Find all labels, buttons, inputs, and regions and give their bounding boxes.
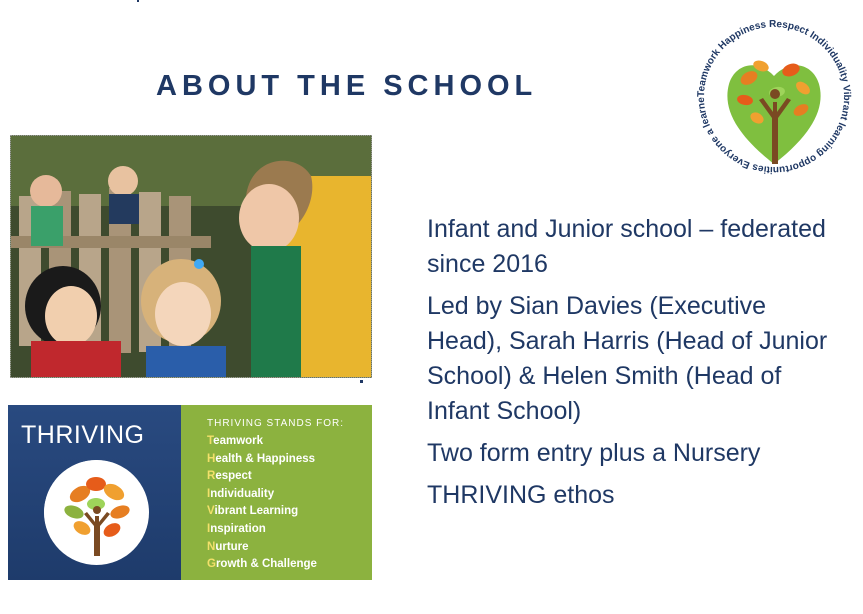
value-item: Respect bbox=[207, 470, 252, 483]
heart-tree-logo-icon bbox=[693, 14, 855, 180]
bullet-item: THRIVING ethos bbox=[427, 481, 615, 509]
decorative-dot bbox=[360, 380, 363, 383]
tree-figure-icon bbox=[44, 460, 149, 565]
bullet-item: Led by Sian Davies (Executive Head), Sarah Harris (Head of Junior School) & Helen Smith (Head of Infant School) bbox=[427, 292, 828, 425]
value-item: Nurture bbox=[207, 540, 249, 553]
bullet-item: Infant and Junior school – federated since 2016 bbox=[427, 215, 826, 278]
thriving-wordmark: THRIVING bbox=[21, 421, 145, 449]
value-item: Inspiration bbox=[207, 522, 266, 535]
value-item: Vibrant Learning bbox=[207, 505, 299, 518]
about-bullets bbox=[427, 212, 847, 520]
values-list bbox=[207, 433, 317, 574]
bullet-item: Two form entry plus a Nursery bbox=[427, 439, 761, 467]
page-title: ABOUT THE SCHOOL bbox=[156, 70, 538, 102]
value-item: Health & Happiness bbox=[207, 452, 316, 465]
svg-text:Teamwork Happiness Respect Ind: Teamwork Happiness Respect Individuality Vibrant learning opportunities Everyone a learne bbox=[695, 18, 853, 176]
decorative-dot bbox=[137, 0, 139, 2]
value-item: Growth & Challenge bbox=[207, 558, 317, 571]
classroom-photo-icon bbox=[10, 135, 372, 378]
thriving-banner bbox=[8, 405, 372, 580]
value-item: Individuality bbox=[207, 487, 275, 500]
banner-blue-panel bbox=[8, 405, 181, 580]
stands-for-heading: THRIVING STANDS FOR: bbox=[207, 418, 345, 429]
value-item: Teamwork bbox=[207, 435, 264, 447]
